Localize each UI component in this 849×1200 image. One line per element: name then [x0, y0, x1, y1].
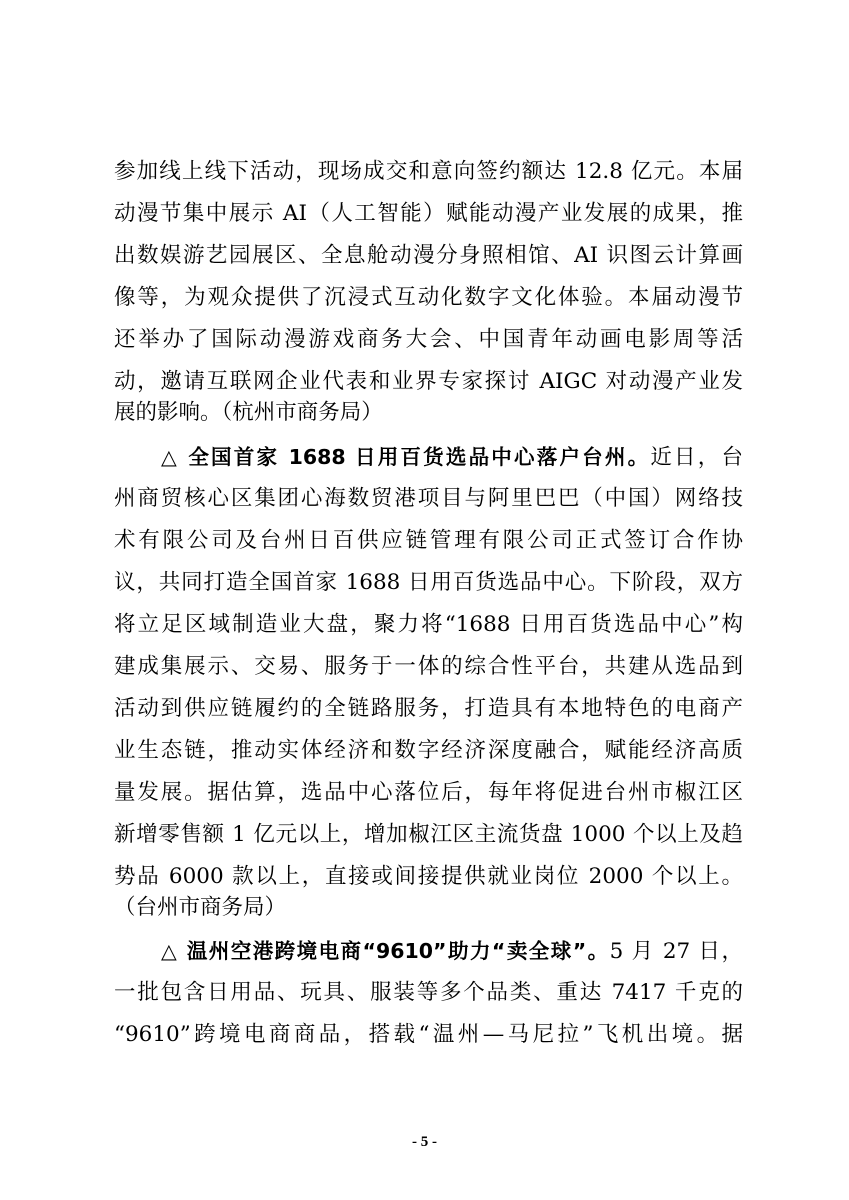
news-headline: △ 全国首家 1688 日用百货选品中心落户台州。	[161, 445, 651, 469]
paragraph-line: 新增零售额 1 亿元以上，增加椒江区主流货盘 1000 个以上及趋	[114, 822, 743, 847]
news-lead-text: 5 月 27 日，	[609, 939, 743, 964]
paragraph-line: 像等，为观众提供了沉浸式互动化数字文化体验。本届动漫节	[114, 285, 743, 310]
paragraph-line: 展的影响。（杭州市商务局）	[114, 400, 383, 425]
paragraph-line: 参加线上线下活动，现场成交和意向签约额达 12.8 亿元。本届	[114, 159, 743, 184]
news-lead-text: 近日，台	[650, 445, 743, 470]
paragraph-line: 一批包含日用品、玩具、服装等多个品类、重达 7417 千克的	[114, 980, 743, 1005]
paragraph-line: 州商贸核心区集团心海数贸港项目与阿里巴巴（中国）网络技	[114, 486, 743, 511]
paragraph-line: 出数娱游艺园展区、全息舱动漫分身照相馆、AI 识图云计算画	[114, 243, 743, 268]
paragraph-line: （台州市商务局）	[114, 895, 287, 920]
paragraph-line: 议，共同打造全国首家 1688 日用百货选品中心。下阶段，双方	[114, 570, 743, 595]
paragraph-line: 业生态链，推动实体经济和数字经济深度融合，赋能经济高质	[114, 738, 743, 763]
page-number: - 5 -	[412, 1134, 437, 1150]
paragraph-line: 量发展。据估算，选品中心落位后，每年将促进台州市椒江区	[114, 780, 743, 805]
paragraph-line: 将立足区域制造业大盘，聚力将“1688 日用百货选品中心”构	[114, 612, 743, 637]
news-headline: △ 温州空港跨境电商“9610”助力“卖全球”。	[161, 939, 610, 963]
paragraph-line: 动漫节集中展示 AI（人工智能）赋能动漫产业发展的成果，推	[114, 201, 743, 226]
paragraph-line: 势品 6000 款以上，直接或间接提供就业岗位 2000 个以上。	[114, 864, 743, 889]
paragraph-line: 活动到供应链履约的全链路服务，打造具有本地特色的电商产	[114, 696, 743, 721]
paragraph-line: 动，邀请互联网企业代表和业界专家探讨 AIGC 对动漫产业发	[114, 369, 743, 394]
news-item-heading-line	[161, 437, 743, 477]
paragraph-line: 还举办了国际动漫游戏商务大会、中国青年动画电影周等活	[114, 327, 743, 352]
news-item-heading-line	[161, 931, 743, 971]
paragraph-line: 建成集展示、交易、服务于一体的综合性平台，共建从选品到	[114, 654, 743, 679]
paragraph-line: 术有限公司及台州日百供应链管理有限公司正式签订合作协	[114, 528, 743, 553]
paragraph-line: “9610”跨境电商商品，搭载“温州—马尼拉”飞机出境。据	[114, 1022, 743, 1047]
